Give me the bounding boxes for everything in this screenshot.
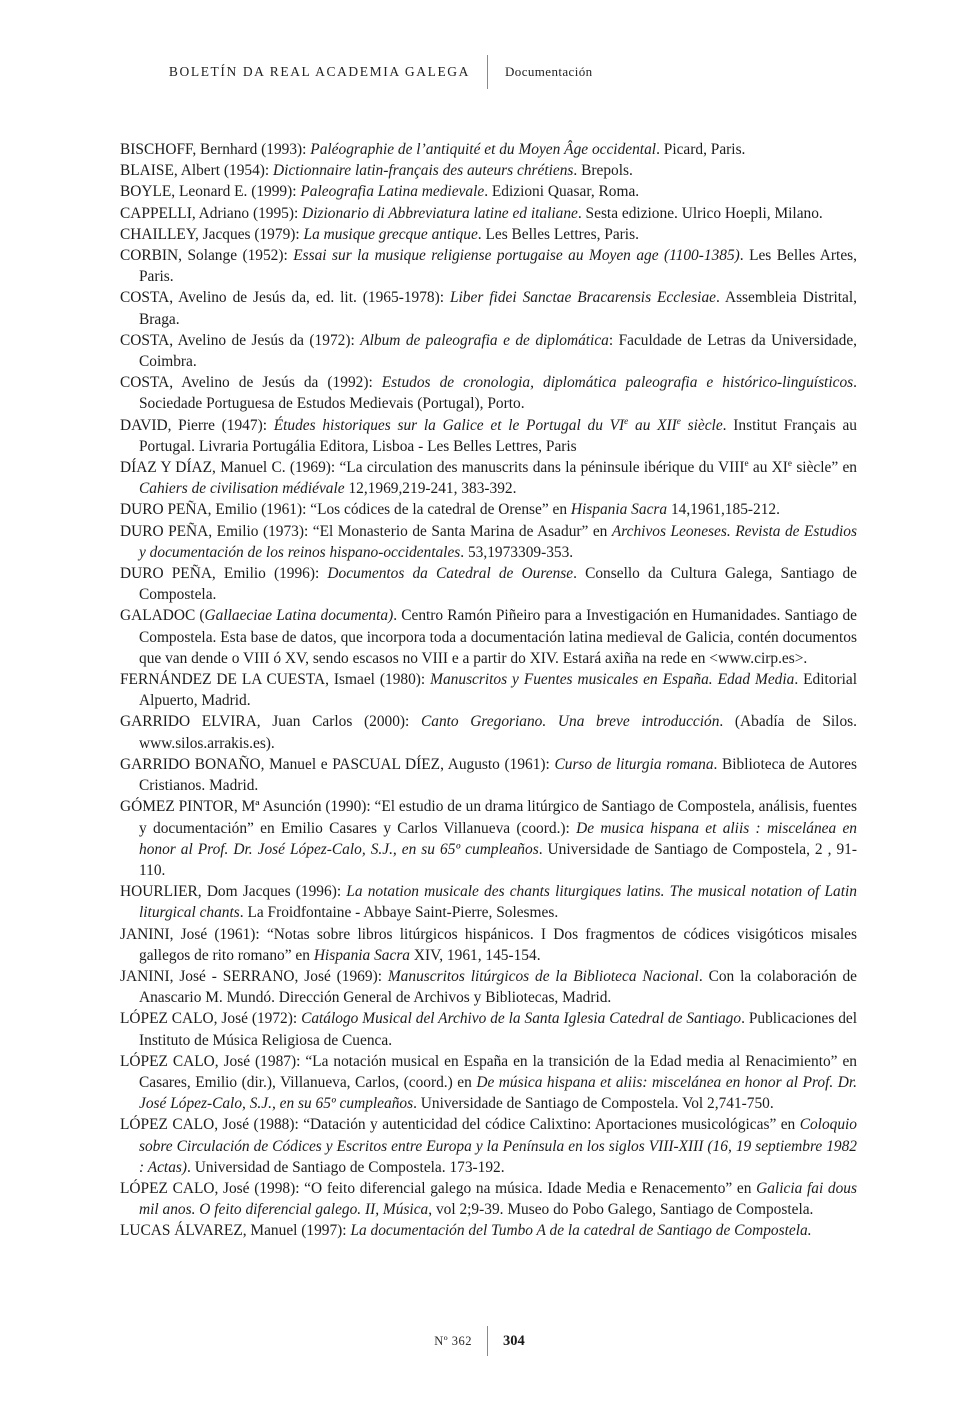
entry-text-segment: LÓPEZ CALO, José (1998): “O feito diferencial galego na música. Idade Media e Renacemento” en	[120, 1179, 757, 1197]
entry-title-segment: Hispania Sacra	[570, 501, 668, 519]
entry-text-segment: . Edizioni Quasar, Roma.	[484, 183, 640, 201]
issue-number: Nº 362	[434, 1334, 472, 1348]
entry-text-segment: CHAILLEY, Jacques (1979):	[120, 225, 304, 243]
bibliography-entry	[120, 521, 857, 563]
entry-title-segment: La notation musicale des chants liturgiques latins. The musical notation of Latin liturgical chants	[139, 883, 857, 922]
entry-text-segment: DURO PEÑA, Emilio (1973): “El Monasterio de Santa Marina de Asadur” en	[120, 522, 612, 540]
bibliography-entry	[120, 224, 857, 245]
bibliography-entry	[120, 139, 857, 160]
journal-title: BOLETÍN DA REAL ACADEMIA GALEGA	[168, 64, 470, 79]
entry-text-segment: XIV, 1961, 145-154.	[410, 946, 541, 964]
entry-text-segment: COSTA, Avelino de Jesús da, ed. lit. (1965-1978):	[120, 289, 450, 307]
bibliography-entry	[120, 669, 857, 711]
entry-text-segment: . Editorial Alpuerto, Madrid.	[139, 671, 857, 710]
entry-text-segment: . Sociedade Portuguesa de Estudos Medievais (Portugal), Porto.	[139, 374, 857, 413]
entry-text-segment: . La Froidfontaine - Abbaye Saint-Pierre, Solesmes.	[239, 904, 559, 922]
entry-title-segment: Manuscritos y Fuentes musicales en España. Edad Media	[430, 671, 795, 689]
entry-text-segment: GALADOC (	[120, 607, 205, 625]
bibliography-entry	[120, 1220, 857, 1241]
entry-text-segment: DURO PEÑA, Emilio (1961): “Los códices de la catedral de Orense” en	[120, 501, 571, 519]
entry-text-segment: FERNÁNDEZ DE LA CUESTA, Ismael (1980):	[120, 671, 431, 689]
entry-title-segment: Archivos Leoneses. Revista de Estudios y documentación de los reinos hispano-occidentales	[139, 522, 857, 561]
entry-text-segment: GARRIDO ELVIRA, Juan Carlos (2000):	[120, 713, 421, 731]
page-number: 304	[503, 1333, 525, 1349]
entry-text-segment: GÓMEZ PINTOR, Mª Asunción (1990): “El estudio de un drama litúrgico de Santiago de Compostela, análisis, fuentes y documentación” en Emilio Casares y Carlos Villanueva (coord.):	[120, 798, 857, 837]
section-title: Documentación	[505, 64, 593, 79]
entry-text-segment: . Les Belles Artes, Paris.	[139, 247, 857, 286]
entry-text-segment: siècle” en	[792, 459, 857, 477]
entry-text-segment: DURO PEÑA, Emilio (1996):	[120, 565, 328, 583]
bibliography-entry	[120, 1008, 857, 1050]
entry-title-segment: Études historiques sur la Galice et le Portugal du VI	[273, 416, 625, 434]
entry-text-segment: . (Abadía de Silos. www.silos.arrakis.es).	[139, 713, 857, 752]
entry-text-segment: BOYLE, Leonard E. (1999):	[120, 183, 301, 201]
entry-title-segment: Canto Gregoriano. Una breve introducción	[420, 713, 720, 731]
bibliography-entry	[120, 711, 857, 753]
bibliography-entry	[120, 563, 857, 605]
entry-title-segment: Coloquio sobre Circulación de Códices y Escritos entre Europa y la Península en los siglos VIII-XIII (16, 19 septiembre 1982 : Actas)	[139, 1116, 857, 1176]
entry-text-segment: au XI	[748, 459, 788, 477]
header-right	[488, 63, 975, 81]
bibliography-entry	[120, 415, 857, 457]
entry-text-segment: . 53,1973309-353.	[460, 543, 574, 561]
entry-text-segment: . Centro Ramón Piñeiro para a Investigación en Humanidades. Santiago de Compostela. Esta base de datos, que incorpora toda a documentación latina medieval de Galicia, contén documentos que van dende o VIII ó XV, sendo escasos no VIII e a partir do XIV. Estará axiña na rede en <www.cirp.es>.	[139, 607, 858, 667]
bibliography-entry	[120, 330, 857, 372]
entry-title-segment: De musica hispana et aliis : miscelánea en honor al Prof. Dr. José López-Calo, S.J., en su 65º cumpleaños	[139, 819, 857, 858]
entry-text-segment: CAPPELLI, Adriano (1995):	[120, 204, 303, 222]
entry-title-segment: Gallaeciae Latina documenta)	[204, 607, 394, 625]
entry-text-segment: DÍAZ Y DÍAZ, Manuel C. (1969): “La circulation des manuscrits dans la péninsule ibérique du VIII	[120, 459, 745, 477]
entry-title-segment: Catálogo Musical del Archivo de la Santa Iglesia Catedral de Santiago	[301, 1010, 742, 1028]
entry-title-segment: Manuscritos litúrgicos de la Biblioteca Nacional	[387, 967, 699, 985]
entry-text-segment: LUCAS ÁLVAREZ, Manuel (1997):	[120, 1222, 351, 1240]
entry-text-segment: 14,1961,185-212.	[667, 501, 780, 519]
bibliography-entry	[120, 160, 857, 181]
header-left	[0, 63, 487, 81]
page-header	[0, 55, 975, 89]
entry-text-segment: GARRIDO BONAÑO, Manuel e PASCUAL DÍEZ, Augusto (1961):	[120, 755, 555, 773]
bibliography-entry	[120, 1051, 857, 1115]
entry-title-segment: Galicia fai dous mil anos. O feito diferencial galego. II, Música	[139, 1179, 857, 1219]
footer-right	[488, 1332, 975, 1350]
entry-text-segment: CORBIN, Solange (1952):	[120, 247, 294, 265]
entry-text-segment: LÓPEZ CALO, José (1988): “Datación y autenticidad del códice Calixtino: Aportaciones musicológicas” en	[120, 1116, 800, 1134]
bibliography-entry	[120, 1178, 857, 1220]
bibliography-entry	[120, 796, 857, 881]
entry-text-segment: e	[787, 457, 793, 468]
entry-title-segment: Paleografia Latina medievale	[300, 183, 485, 201]
entry-text-segment: . Biblioteca de Autores Cristianos. Madrid.	[139, 755, 857, 795]
entry-text-segment: JANINI, José (1961): “Notas sobre libros litúrgicos hispánicos. I Dos fragmentos de códices visigóticos misales gallegos de rito romano” en	[120, 925, 857, 964]
footer-left	[0, 1332, 487, 1350]
entry-text-segment: . Universidade de Santiago de Compostela, 2 , 91-110.	[139, 840, 857, 879]
bibliography-entry	[120, 181, 857, 202]
entry-title-segment: Liber fidei Sanctae Bracarensis Ecclesiae	[449, 289, 716, 307]
bibliography-entry	[120, 287, 857, 329]
entry-text-segment: COSTA, Avelino de Jesús da (1972):	[120, 331, 361, 349]
entry-text-segment: . Publicaciones del Instituto de Música Religiosa de Cuenca.	[139, 1010, 858, 1049]
entry-text-segment: : Faculdade de Letras da Universidade, Coimbra.	[139, 331, 858, 371]
entry-title-segment: au XII	[628, 416, 677, 434]
bibliography-entry	[120, 966, 857, 1008]
entry-title-segment: e	[624, 415, 629, 426]
entry-title-segment: La documentación del Tumbo A de la catedral de Santiago de Compostela.	[350, 1222, 812, 1240]
entry-text-segment: JANINI, José - SERRANO, José (1969):	[120, 967, 388, 985]
entry-text-segment: . Les Belles Lettres, Paris.	[477, 225, 639, 243]
page-footer	[0, 1326, 975, 1356]
bibliography-entry	[120, 372, 857, 414]
entry-title-segment: La musique grecque antique	[303, 225, 478, 243]
bibliography-list	[120, 139, 857, 1242]
entry-text-segment: . Consello da Cultura Galega, Santiago de Compostela.	[139, 565, 857, 604]
bibliography-entry	[120, 1114, 857, 1178]
entry-title-segment: Dizionario di Abbreviatura latine ed italiane	[302, 204, 578, 222]
bibliography-entry	[120, 605, 857, 669]
entry-title-segment: Estudos de cronologia, diplomática paleografia e histórico-linguísticos	[381, 374, 854, 392]
entry-text-segment: . Con la colaboración de Anascario M. Mundó. Dirección General de Archivos y Bibliotecas, Madrid.	[139, 967, 857, 1007]
entry-title-segment: siècle	[680, 416, 723, 434]
entry-text-segment: 12,1969,219-241, 383-392.	[344, 480, 517, 498]
entry-title-segment: Hispania Sacra	[313, 946, 411, 964]
bibliography-entry	[120, 499, 857, 520]
entry-text-segment: e	[744, 457, 749, 468]
entry-title-segment: Paléographie de l’antiquité et du Moyen Âge occidental	[310, 141, 657, 158]
bibliography-entry	[120, 203, 857, 224]
entry-title-segment: e	[676, 415, 681, 426]
bibliography-entry	[120, 924, 857, 966]
entry-title-segment: Album de paleografia e de diplomática	[360, 331, 609, 349]
entry-title-segment: Dictionnaire latin-français des auteurs chrétiens	[273, 162, 574, 180]
entry-text-segment: HOURLIER, Dom Jacques (1996):	[120, 883, 347, 901]
entry-text-segment: LÓPEZ CALO, José (1972):	[120, 1010, 302, 1028]
entry-title-segment: Documentos da Catedral de Ourense	[327, 565, 574, 583]
bibliography-entry	[120, 245, 857, 287]
entry-text-segment: BISCHOFF, Bernhard (1993):	[120, 141, 311, 158]
entry-text-segment: DAVID, Pierre (1947):	[120, 416, 274, 434]
entry-text-segment: . Universidade de Santiago de Compostela. Vol 2,741-750.	[413, 1095, 774, 1113]
entry-text-segment: . Picard, Paris.	[656, 141, 746, 158]
entry-title-segment: Curso de liturgia romana	[554, 755, 714, 773]
entry-text-segment: , vol 2;9-39. Museo do Pobo Galego, Santiago de Compostela.	[428, 1201, 814, 1219]
entry-title-segment: De música hispana et aliis: miscelánea en honor al Prof. Dr. José López-Calo, S.J., en su 65º cumpleaños	[139, 1073, 857, 1113]
entry-text-segment: . Universidad de Santiago de Compostela. 173-192.	[187, 1158, 505, 1176]
entry-text-segment: LÓPEZ CALO, José (1987): “La notación musical en España en la transición de la Edad media al Renacimiento” en Casares, Emilio (dir.), Villanueva, Carlos, (coord.) en	[120, 1052, 857, 1091]
entry-text-segment: . Sesta edizione. Ulrico Hoepli, Milano.	[577, 204, 823, 222]
entry-text-segment: BLAISE, Albert (1954):	[120, 162, 274, 180]
entry-text-segment: . Assembleia Distrital, Braga.	[139, 289, 858, 328]
entry-title-segment: Essai sur la musique religiense portugaise au Moyen age (1100-1385)	[293, 247, 740, 265]
entry-text-segment: . Brepols.	[573, 162, 633, 180]
entry-title-segment: Cahiers de civilisation médiévale	[139, 480, 345, 498]
bibliography-entry	[120, 457, 857, 499]
entry-text-segment: COSTA, Avelino de Jesús da (1992):	[120, 374, 382, 392]
bibliography-entry	[120, 881, 857, 923]
entry-text-segment: . Institut Français au Portugal. Livraria Portugália Editora, Lisboa - Les Belles Lettres, Paris	[139, 416, 857, 455]
bibliography-entry	[120, 754, 857, 796]
